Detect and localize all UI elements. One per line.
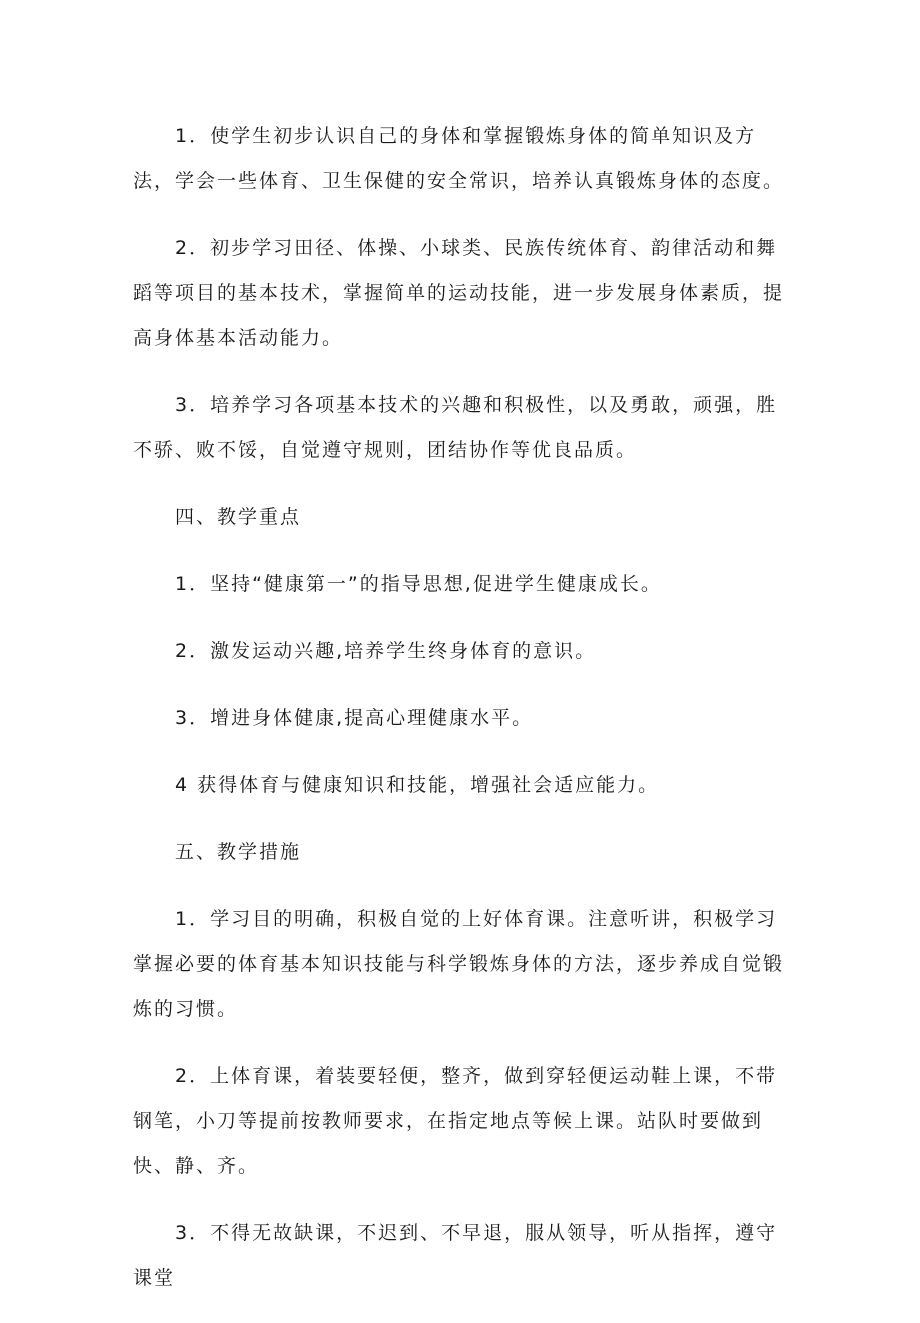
document-body <box>133 114 793 1323</box>
focus-3-paragraph: 3．增进身体健康,提高心理健康水平。 <box>175 707 534 729</box>
section-heading-teaching-focus: 四、教学重点 <box>175 506 302 528</box>
objective-1-paragraph: 1．使学生初步认识自己的身体和掌握锻炼身体的简单知识及方法，学会一些体育、卫生保健的安全常识，培养认真锻炼身体的态度。 <box>133 125 785 192</box>
measure-3-paragraph: 3．不得无故缺课，不迟到、不早退，服从领导，听从指挥，遵守课堂 <box>133 1222 778 1289</box>
focus-2-paragraph: 2．激发运动兴趣,培养学生终身体育的意识。 <box>175 640 597 662</box>
section-heading-teaching-measures: 五、教学措施 <box>175 841 302 863</box>
objective-3-paragraph: 3．培养学习各项基本技术的兴趣和积极性，以及勇敢，顽强，胜不骄、败不馁，自觉遵守规则，团结协作等优良品质。 <box>133 394 778 461</box>
objective-2-paragraph: 2．初步学习田径、体操、小球类、民族传统体育、韵律活动和舞蹈等项目的基本技术，掌握简单的运动技能，进一步发展身体素质，提高身体基本活动能力。 <box>133 237 785 349</box>
focus-4-paragraph: 4 获得体育与健康知识和技能，增强社会适应能力。 <box>175 774 660 796</box>
measure-2-paragraph: 2．上体育课，着装要轻便，整齐，做到穿轻便运动鞋上课，不带钢笔，小刀等提前按教师要求，在指定地点等候上课。站队时要做到快、静、齐。 <box>133 1065 778 1177</box>
focus-1-paragraph: 1．坚持“健康第一”的指导思想,促进学生健康成长。 <box>175 573 662 595</box>
measure-1-paragraph: 1．学习目的明确，积极自觉的上好体育课。注意听讲，积极学习掌握必要的体育基本知识技能与科学锻炼身体的方法，逐步养成自觉锻炼的习惯。 <box>133 908 785 1020</box>
